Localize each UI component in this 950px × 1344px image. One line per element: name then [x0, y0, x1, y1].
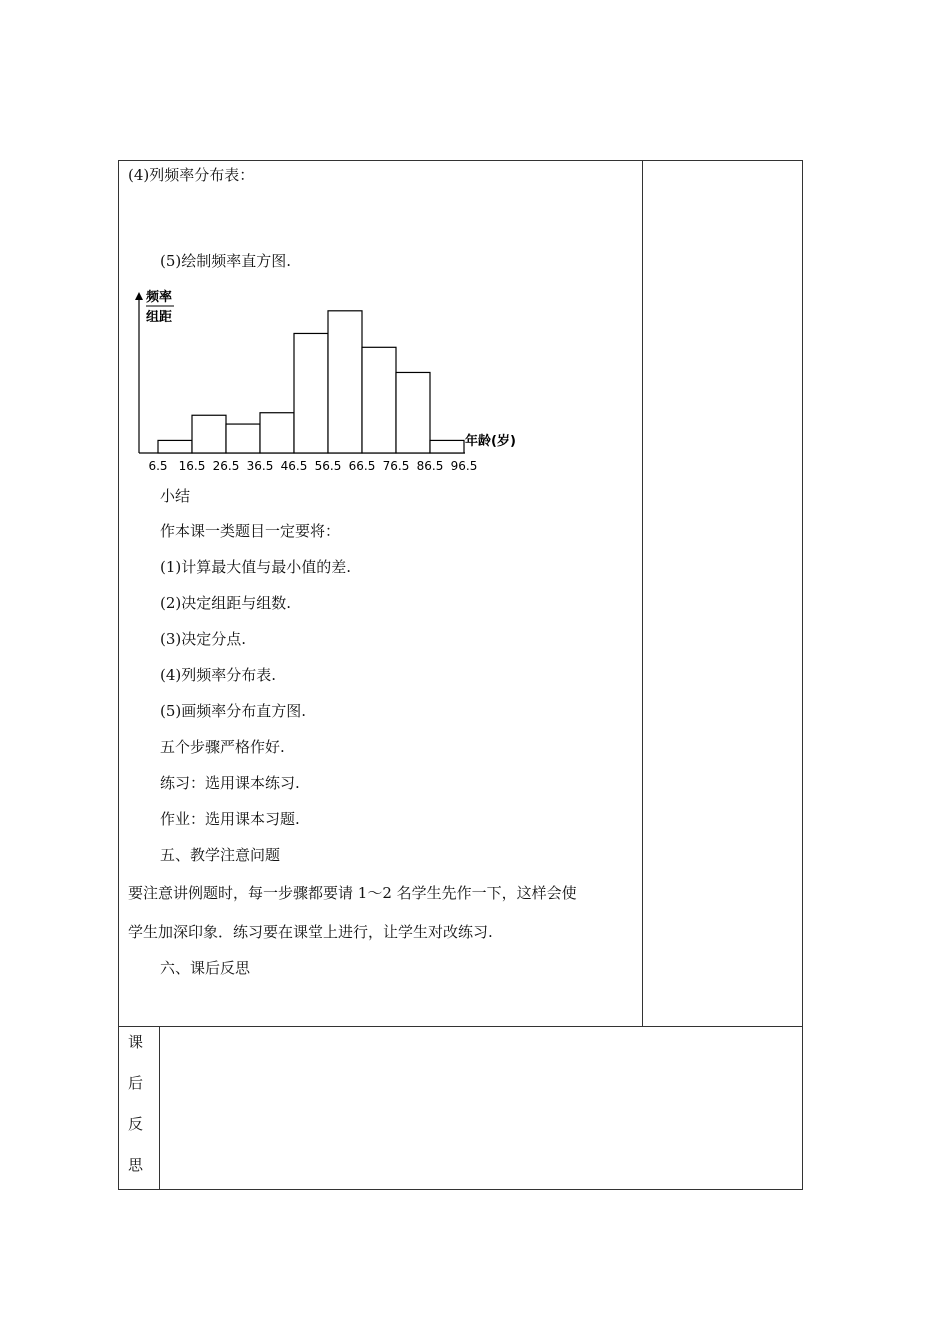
summary-step-4: (4)列频率分布表.	[160, 666, 277, 684]
histogram-bar-3	[226, 424, 260, 453]
summary-intro: 作本课一类题目一定要将：	[160, 522, 341, 540]
histogram-bar-5	[294, 333, 328, 453]
x-tick-label: 86.5	[416, 459, 444, 473]
summary-title: 小结	[160, 487, 191, 505]
section6-title: 六、课后反思	[160, 959, 251, 977]
five-steps-note: 五个步骤严格作好.	[160, 738, 285, 756]
x-tick-label: 6.5	[148, 459, 168, 473]
histogram-bar-4	[260, 413, 294, 453]
section5-title: 五、教学注意问题	[160, 846, 281, 864]
side-label-char-3: 反	[128, 1115, 144, 1133]
section5-line2: 学生加深印象．练习要在课堂上进行，让学生对改练习.	[128, 923, 493, 941]
x-tick-label: 76.5	[382, 459, 410, 473]
reflection-input-area[interactable]	[161, 1028, 801, 1188]
summary-step-3: (3)决定分点.	[160, 630, 247, 648]
table-border-bottom	[118, 1189, 803, 1190]
x-tick-label: 46.5	[280, 459, 308, 473]
table-border-top	[118, 160, 803, 161]
histogram-bar-7	[362, 347, 396, 453]
table-row-divider	[118, 1026, 803, 1027]
histogram-chart	[120, 288, 540, 478]
step4-text: (4)列频率分布表：	[128, 166, 255, 184]
y-label-bottom: 组距	[146, 310, 173, 325]
x-tick-label: 16.5	[178, 459, 206, 473]
homework-note: 作业：选用课本习题.	[160, 810, 300, 828]
histogram-bar-8	[396, 372, 430, 453]
side-label-char-4: 思	[128, 1156, 144, 1174]
x-tick-label: 26.5	[212, 459, 240, 473]
histogram-bar-2	[192, 415, 226, 453]
x-tick-label: 96.5	[450, 459, 478, 473]
summary-step-1: (1)计算最大值与最小值的差.	[160, 558, 352, 576]
x-tick-label: 36.5	[246, 459, 274, 473]
table-border-left	[118, 160, 119, 1190]
side-label-divider	[159, 1026, 160, 1190]
histogram-bar-6	[328, 311, 362, 453]
practice-note: 练习：选用课本练习.	[160, 774, 300, 792]
table-column-divider	[642, 160, 643, 1027]
y-axis-arrow-icon	[135, 292, 143, 300]
summary-step-2: (2)决定组距与组数.	[160, 594, 292, 612]
summary-step-5: (5)画频率分布直方图.	[160, 702, 307, 720]
histogram-bar-1	[158, 440, 192, 453]
x-tick-label: 56.5	[314, 459, 342, 473]
table-border-right	[802, 160, 803, 1190]
x-tick-label: 66.5	[348, 459, 376, 473]
y-label-top: 频率	[146, 290, 173, 305]
step5-text: (5)绘制频率直方图.	[160, 252, 292, 270]
x-axis-label: 年龄(岁)	[465, 434, 516, 449]
histogram-bar-9	[430, 440, 464, 453]
histogram-bars	[158, 311, 464, 453]
section5-line1: 要注意讲例题时，每一步骤都要请 1～2 名学生先作一下，这样会使	[128, 884, 577, 902]
x-tick-labels	[148, 459, 477, 473]
side-label-char-2: 后	[128, 1074, 144, 1092]
side-label-char-1: 课	[128, 1033, 144, 1051]
